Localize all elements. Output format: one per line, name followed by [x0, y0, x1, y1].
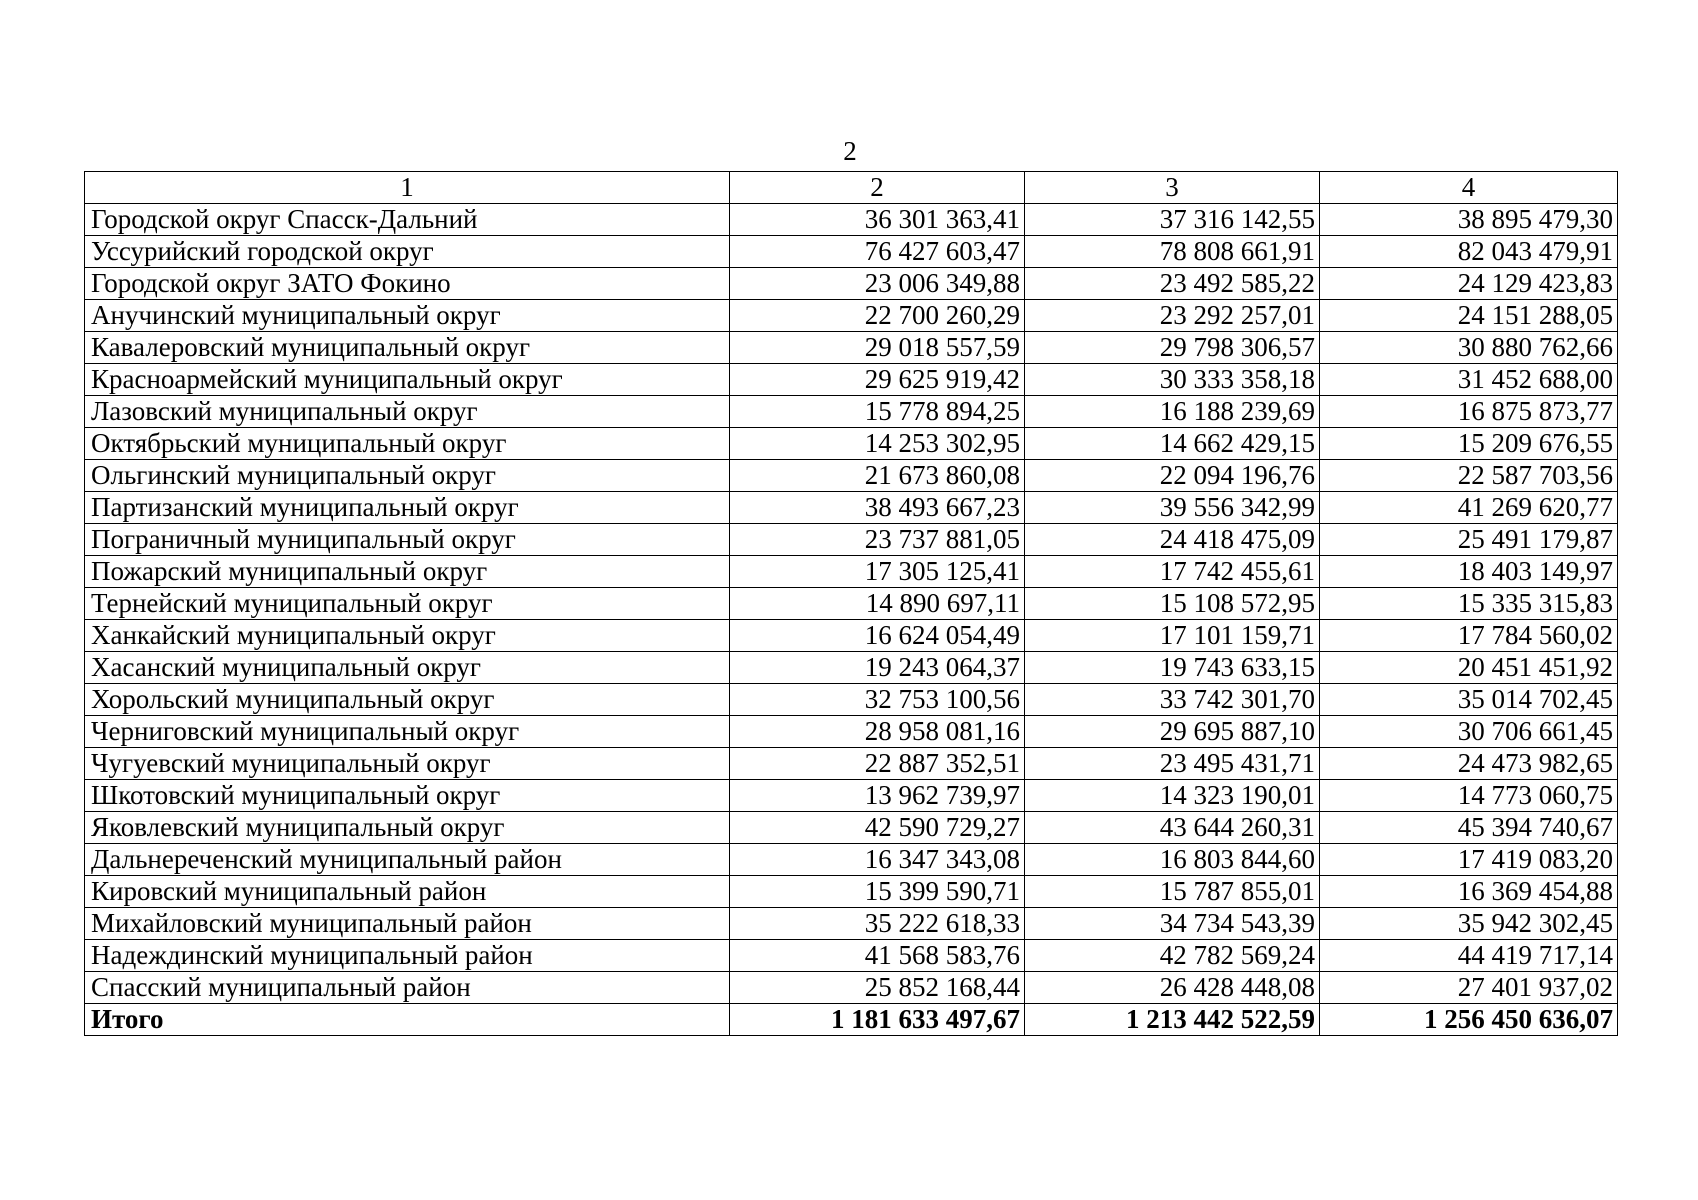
value-cell-col-4: 17 419 083,20 [1320, 844, 1618, 876]
value-cell-col-2: 15 778 894,25 [730, 396, 1025, 428]
value-cell-col-4: 41 269 620,77 [1320, 492, 1618, 524]
value-cell-col-3: 17 742 455,61 [1025, 556, 1320, 588]
value-cell-col-3: 78 808 661,91 [1025, 236, 1320, 268]
value-cell-col-2: 32 753 100,56 [730, 684, 1025, 716]
value-cell-col-4: 15 335 315,83 [1320, 588, 1618, 620]
table-row [85, 556, 1618, 588]
value-cell-col-4: 82 043 479,91 [1320, 236, 1618, 268]
value-cell-col-4: 45 394 740,67 [1320, 812, 1618, 844]
value-cell-col-3: 22 094 196,76 [1025, 460, 1320, 492]
value-cell-col-3: 43 644 260,31 [1025, 812, 1320, 844]
value-cell-col-3: 14 662 429,15 [1025, 428, 1320, 460]
table-row [85, 940, 1618, 972]
value-cell-col-2: 36 301 363,41 [730, 204, 1025, 236]
column-header-4: 4 [1320, 172, 1618, 204]
table-row [85, 396, 1618, 428]
value-cell-col-4: 27 401 937,02 [1320, 972, 1618, 1004]
municipality-name-cell: Черниговский муниципальный округ [85, 716, 730, 748]
table-row [85, 684, 1618, 716]
value-cell-col-4: 20 451 451,92 [1320, 652, 1618, 684]
value-cell-col-4: 24 473 982,65 [1320, 748, 1618, 780]
value-cell-col-4: 30 706 661,45 [1320, 716, 1618, 748]
value-cell-col-3: 23 492 585,22 [1025, 268, 1320, 300]
value-cell-col-3: 15 787 855,01 [1025, 876, 1320, 908]
total-value-cell-col-2: 1 181 633 497,67 [730, 1004, 1025, 1036]
value-cell-col-3: 26 428 448,08 [1025, 972, 1320, 1004]
value-cell-col-2: 14 890 697,11 [730, 588, 1025, 620]
municipality-name-cell: Анучинский муниципальный округ [85, 300, 730, 332]
value-cell-col-3: 23 292 257,01 [1025, 300, 1320, 332]
value-cell-col-2: 22 700 260,29 [730, 300, 1025, 332]
value-cell-col-3: 29 695 887,10 [1025, 716, 1320, 748]
value-cell-col-2: 23 737 881,05 [730, 524, 1025, 556]
value-cell-col-4: 44 419 717,14 [1320, 940, 1618, 972]
budget-table [84, 171, 1618, 1036]
table-row [85, 236, 1618, 268]
value-cell-col-3: 24 418 475,09 [1025, 524, 1320, 556]
table-row [85, 492, 1618, 524]
table-body [85, 204, 1618, 1036]
value-cell-col-2: 15 399 590,71 [730, 876, 1025, 908]
value-cell-col-3: 14 323 190,01 [1025, 780, 1320, 812]
municipality-name-cell: Кировский муниципальный район [85, 876, 730, 908]
value-cell-col-2: 16 624 054,49 [730, 620, 1025, 652]
value-cell-col-4: 38 895 479,30 [1320, 204, 1618, 236]
table-header [85, 172, 1618, 204]
value-cell-col-2: 41 568 583,76 [730, 940, 1025, 972]
value-cell-col-2: 13 962 739,97 [730, 780, 1025, 812]
value-cell-col-3: 29 798 306,57 [1025, 332, 1320, 364]
municipality-name-cell: Чугуевский муниципальный округ [85, 748, 730, 780]
table-row [85, 748, 1618, 780]
value-cell-col-2: 42 590 729,27 [730, 812, 1025, 844]
table-row [85, 204, 1618, 236]
municipality-name-cell: Тернейский муниципальный округ [85, 588, 730, 620]
municipality-name-cell: Октябрьский муниципальный округ [85, 428, 730, 460]
municipality-name-cell: Красноармейский муниципальный округ [85, 364, 730, 396]
value-cell-col-4: 35 942 302,45 [1320, 908, 1618, 940]
municipality-name-cell: Ольгинский муниципальный округ [85, 460, 730, 492]
value-cell-col-4: 14 773 060,75 [1320, 780, 1618, 812]
table-row [85, 364, 1618, 396]
value-cell-col-3: 17 101 159,71 [1025, 620, 1320, 652]
table-row [85, 300, 1618, 332]
value-cell-col-2: 16 347 343,08 [730, 844, 1025, 876]
column-header-1: 1 [85, 172, 730, 204]
total-label-cell: Итого [85, 1004, 730, 1036]
municipality-name-cell: Пожарский муниципальный округ [85, 556, 730, 588]
value-cell-col-3: 34 734 543,39 [1025, 908, 1320, 940]
value-cell-col-2: 22 887 352,51 [730, 748, 1025, 780]
table-row [85, 652, 1618, 684]
value-cell-col-3: 30 333 358,18 [1025, 364, 1320, 396]
municipality-name-cell: Спасский муниципальный район [85, 972, 730, 1004]
municipality-name-cell: Городской округ ЗАТО Фокино [85, 268, 730, 300]
municipality-name-cell: Уссурийский городской округ [85, 236, 730, 268]
table-row [85, 716, 1618, 748]
value-cell-col-4: 31 452 688,00 [1320, 364, 1618, 396]
table-row [85, 588, 1618, 620]
table-row [85, 780, 1618, 812]
municipality-name-cell: Надеждинский муниципальный район [85, 940, 730, 972]
municipality-name-cell: Яковлевский муниципальный округ [85, 812, 730, 844]
value-cell-col-4: 24 151 288,05 [1320, 300, 1618, 332]
municipality-name-cell: Ханкайский муниципальный округ [85, 620, 730, 652]
value-cell-col-4: 24 129 423,83 [1320, 268, 1618, 300]
municipality-name-cell: Шкотовский муниципальный округ [85, 780, 730, 812]
value-cell-col-4: 35 014 702,45 [1320, 684, 1618, 716]
municipality-name-cell: Дальнереченский муниципальный район [85, 844, 730, 876]
total-value-cell-col-3: 1 213 442 522,59 [1025, 1004, 1320, 1036]
value-cell-col-2: 38 493 667,23 [730, 492, 1025, 524]
municipality-name-cell: Михайловский муниципальный район [85, 908, 730, 940]
municipality-name-cell: Лазовский муниципальный округ [85, 396, 730, 428]
value-cell-col-2: 23 006 349,88 [730, 268, 1025, 300]
municipality-name-cell: Хасанский муниципальный округ [85, 652, 730, 684]
table-row [85, 908, 1618, 940]
value-cell-col-4: 22 587 703,56 [1320, 460, 1618, 492]
value-cell-col-2: 25 852 168,44 [730, 972, 1025, 1004]
value-cell-col-3: 39 556 342,99 [1025, 492, 1320, 524]
municipality-name-cell: Кавалеровский муниципальный округ [85, 332, 730, 364]
value-cell-col-2: 28 958 081,16 [730, 716, 1025, 748]
value-cell-col-3: 19 743 633,15 [1025, 652, 1320, 684]
total-value-cell-col-4: 1 256 450 636,07 [1320, 1004, 1618, 1036]
total-row [85, 1004, 1618, 1036]
value-cell-col-4: 15 209 676,55 [1320, 428, 1618, 460]
table-row [85, 972, 1618, 1004]
municipality-name-cell: Городской округ Спасск-Дальний [85, 204, 730, 236]
value-cell-col-2: 14 253 302,95 [730, 428, 1025, 460]
value-cell-col-2: 19 243 064,37 [730, 652, 1025, 684]
table-row [85, 460, 1618, 492]
value-cell-col-2: 21 673 860,08 [730, 460, 1025, 492]
value-cell-col-3: 33 742 301,70 [1025, 684, 1320, 716]
value-cell-col-2: 29 018 557,59 [730, 332, 1025, 364]
table-row [85, 876, 1618, 908]
header-row [85, 172, 1618, 204]
column-header-2: 2 [730, 172, 1025, 204]
value-cell-col-4: 17 784 560,02 [1320, 620, 1618, 652]
value-cell-col-3: 23 495 431,71 [1025, 748, 1320, 780]
value-cell-col-2: 29 625 919,42 [730, 364, 1025, 396]
table-row [85, 812, 1618, 844]
municipality-name-cell: Партизанский муниципальный округ [85, 492, 730, 524]
value-cell-col-2: 35 222 618,33 [730, 908, 1025, 940]
table-row [85, 620, 1618, 652]
value-cell-col-2: 17 305 125,41 [730, 556, 1025, 588]
table-row [85, 524, 1618, 556]
table-row [85, 268, 1618, 300]
table-row [85, 332, 1618, 364]
value-cell-col-3: 16 803 844,60 [1025, 844, 1320, 876]
table-row [85, 844, 1618, 876]
value-cell-col-4: 25 491 179,87 [1320, 524, 1618, 556]
page-number: 2 [843, 136, 857, 166]
value-cell-col-3: 37 316 142,55 [1025, 204, 1320, 236]
value-cell-col-4: 16 369 454,88 [1320, 876, 1618, 908]
municipality-name-cell: Пограничный муниципальный округ [85, 524, 730, 556]
value-cell-col-4: 16 875 873,77 [1320, 396, 1618, 428]
table-row [85, 428, 1618, 460]
value-cell-col-2: 76 427 603,47 [730, 236, 1025, 268]
column-header-3: 3 [1025, 172, 1320, 204]
value-cell-col-4: 30 880 762,66 [1320, 332, 1618, 364]
municipality-name-cell: Хорольский муниципальный округ [85, 684, 730, 716]
value-cell-col-3: 16 188 239,69 [1025, 396, 1320, 428]
value-cell-col-4: 18 403 149,97 [1320, 556, 1618, 588]
value-cell-col-3: 15 108 572,95 [1025, 588, 1320, 620]
value-cell-col-3: 42 782 569,24 [1025, 940, 1320, 972]
